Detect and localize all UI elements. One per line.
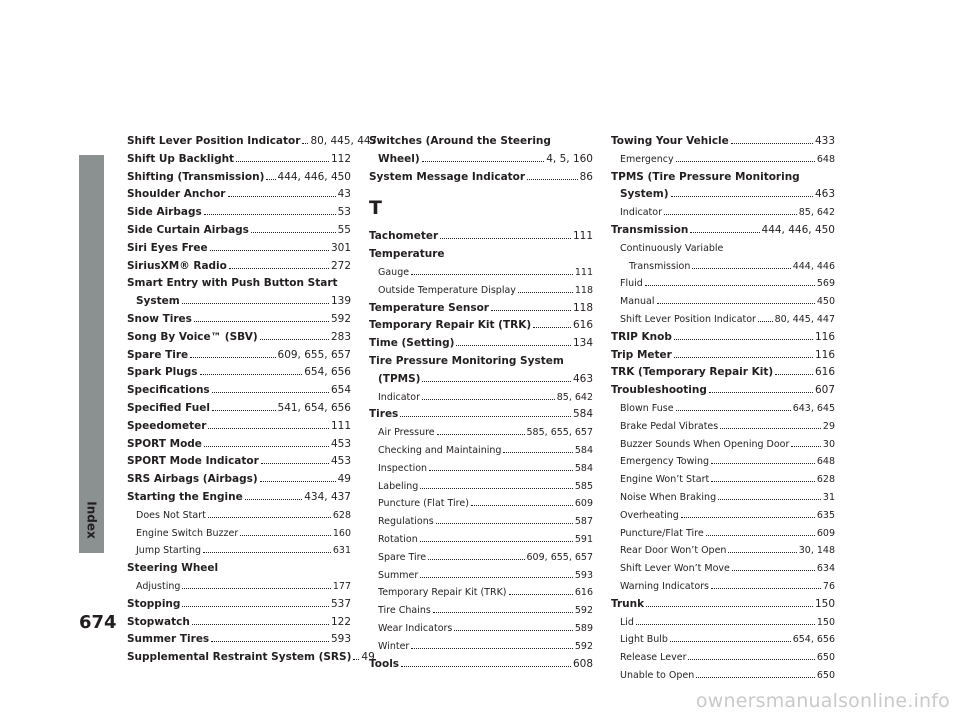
index-entry: Troubleshooting 607 bbox=[611, 384, 835, 397]
index-subentry: Transmission 444, 446 bbox=[629, 260, 835, 272]
index-subentry: Labeling 585 bbox=[378, 480, 593, 492]
index-entry: Trunk 150 bbox=[611, 597, 835, 610]
index-entry: Tools 608 bbox=[369, 657, 593, 670]
index-subentry: Warning Indicators 76 bbox=[620, 580, 835, 592]
index-subentry: Lid 150 bbox=[620, 616, 835, 628]
index-subentry: Fluid 569 bbox=[620, 278, 835, 290]
index-heading: Smart Entry with Push Button Start bbox=[127, 277, 338, 290]
index-subentry: Outside Temperature Display 118 bbox=[378, 284, 593, 296]
index-subentry: Buzzer Sounds When Opening Door 30 bbox=[620, 438, 835, 450]
index-column-1 bbox=[127, 133, 378, 667]
index-entry: Stopwatch 122 bbox=[127, 615, 351, 628]
index-entry: SPORT Mode Indicator 453 bbox=[127, 455, 351, 468]
index-tab-label: Index bbox=[84, 501, 99, 539]
index-entry: System 139 bbox=[136, 295, 351, 308]
index-column-3 bbox=[611, 133, 835, 685]
footer-watermark: ownersmanualsonline.info bbox=[695, 690, 950, 712]
index-subentry: Winter 592 bbox=[378, 640, 593, 652]
index-entry: Shift Lever Position Indicator 80, 445, 447 bbox=[127, 135, 378, 147]
index-subentry: Engine Won’t Start 628 bbox=[620, 474, 835, 486]
index-entry: Summer Tires 593 bbox=[127, 633, 351, 646]
index-subentry: Does Not Start 628 bbox=[136, 509, 351, 521]
index-entry: TRIP Knob 116 bbox=[611, 330, 835, 343]
index-subentry: Emergency Towing 648 bbox=[620, 456, 835, 468]
index-heading: Temperature bbox=[369, 248, 445, 261]
index-entry: (TPMS) 463 bbox=[378, 372, 593, 385]
index-subentry: Puncture/Flat Tire 609 bbox=[620, 527, 835, 539]
index-entry: SiriusXM® Radio 272 bbox=[127, 259, 351, 272]
index-entry: Spark Plugs 654, 656 bbox=[127, 366, 351, 379]
index-subentry: Overheating 635 bbox=[620, 509, 835, 521]
index-subentry: Unable to Open 650 bbox=[620, 669, 835, 681]
index-subentry: Noise When Braking 31 bbox=[620, 491, 835, 503]
index-subentry: Brake Pedal Vibrates 29 bbox=[620, 420, 835, 432]
index-subentry: Gauge 111 bbox=[378, 266, 593, 278]
index-entry: Stopping 537 bbox=[127, 597, 351, 610]
index-heading: TPMS (Tire Pressure Monitoring bbox=[611, 170, 800, 183]
section-letter: T bbox=[369, 197, 382, 220]
index-subentry: Jump Starting 631 bbox=[136, 545, 351, 557]
index-heading: Tire Pressure Monitoring System bbox=[369, 354, 564, 367]
index-subheading: Continuously Variable bbox=[620, 242, 724, 254]
index-entry: Song By Voice™ (SBV) 283 bbox=[127, 330, 351, 343]
index-entry: Tires 584 bbox=[369, 408, 593, 421]
index-entry: Time (Setting) 134 bbox=[369, 337, 593, 350]
index-subentry: Engine Switch Buzzer 160 bbox=[136, 527, 351, 539]
index-heading: Switches (Around the Steering bbox=[369, 135, 551, 147]
index-entry: Supplemental Restraint System (SRS) 49 bbox=[127, 651, 375, 664]
index-entry: Side Airbags 53 bbox=[127, 206, 351, 219]
index-entry: Shift Up Backlight 112 bbox=[127, 152, 351, 165]
index-entry: SRS Airbags (Airbags) 49 bbox=[127, 473, 351, 486]
index-entry: Temporary Repair Kit (TRK) 616 bbox=[369, 319, 593, 332]
index-entry: Snow Tires 592 bbox=[127, 312, 351, 325]
index-subentry: Rotation 591 bbox=[378, 533, 593, 545]
index-entry: Specifications 654 bbox=[127, 384, 351, 397]
index-subentry: Spare Tire 609, 655, 657 bbox=[378, 551, 593, 563]
index-entry: Tachometer 111 bbox=[369, 230, 593, 243]
index-subentry: Blown Fuse 643, 645 bbox=[620, 402, 835, 414]
index-entry: TRK (Temporary Repair Kit) 616 bbox=[611, 366, 835, 379]
index-subentry: Puncture (Flat Tire) 609 bbox=[378, 498, 593, 510]
index-entry: Wheel) 4, 5, 160 bbox=[378, 152, 593, 165]
index-subentry: Air Pressure 585, 655, 657 bbox=[378, 427, 593, 439]
index-subentry: Light Bulb 654, 656 bbox=[620, 634, 835, 646]
index-subentry: Adjusting 177 bbox=[136, 580, 351, 592]
index-entry: Towing Your Vehicle 433 bbox=[611, 135, 835, 147]
index-subentry: Manual 450 bbox=[620, 296, 835, 308]
page-number: 674 bbox=[79, 612, 117, 633]
index-subentry: Checking and Maintaining 584 bbox=[378, 444, 593, 456]
index-subentry: Rear Door Won’t Open 30, 148 bbox=[620, 545, 835, 557]
index-subentry: Temporary Repair Kit (TRK) 616 bbox=[378, 587, 593, 599]
index-entry: Shifting (Transmission) 444, 446, 450 bbox=[127, 170, 351, 183]
index-heading: Steering Wheel bbox=[127, 562, 219, 575]
index-subentry: Emergency 648 bbox=[620, 153, 835, 165]
index-subentry: Regulations 587 bbox=[378, 516, 593, 528]
index-entry: Specified Fuel 541, 654, 656 bbox=[127, 401, 351, 414]
index-subentry: Wear Indicators 589 bbox=[378, 622, 593, 634]
index-column-2 bbox=[369, 133, 593, 673]
index-entry: Spare Tire 609, 655, 657 bbox=[127, 348, 351, 361]
index-subentry: Shift Lever Position Indicator 80, 445, 447 bbox=[620, 313, 835, 325]
index-subentry: Tire Chains 592 bbox=[378, 605, 593, 617]
index-entry: Side Curtain Airbags 55 bbox=[127, 223, 351, 236]
index-entry: Transmission 444, 446, 450 bbox=[611, 223, 835, 236]
index-subentry: Inspection 584 bbox=[378, 462, 593, 474]
index-subentry: Shift Lever Won’t Move 634 bbox=[620, 563, 835, 575]
index-entry: Starting the Engine 434, 437 bbox=[127, 490, 351, 503]
index-subentry: Summer 593 bbox=[378, 569, 593, 581]
index-entry: Temperature Sensor 118 bbox=[369, 301, 593, 314]
index-entry: Siri Eyes Free 301 bbox=[127, 241, 351, 254]
index-subentry: Indicator 85, 642 bbox=[620, 207, 835, 219]
index-entry: SPORT Mode 453 bbox=[127, 437, 351, 450]
index-subentry: Indicator 85, 642 bbox=[378, 391, 593, 403]
index-entry: Shoulder Anchor 43 bbox=[127, 188, 351, 201]
index-entry: Speedometer 111 bbox=[127, 419, 351, 432]
index-entry: Trip Meter 116 bbox=[611, 348, 835, 361]
index-subentry: Release Lever 650 bbox=[620, 652, 835, 664]
index-entry: System Message Indicator 86 bbox=[369, 170, 593, 183]
index-entry: System) 463 bbox=[620, 188, 835, 201]
